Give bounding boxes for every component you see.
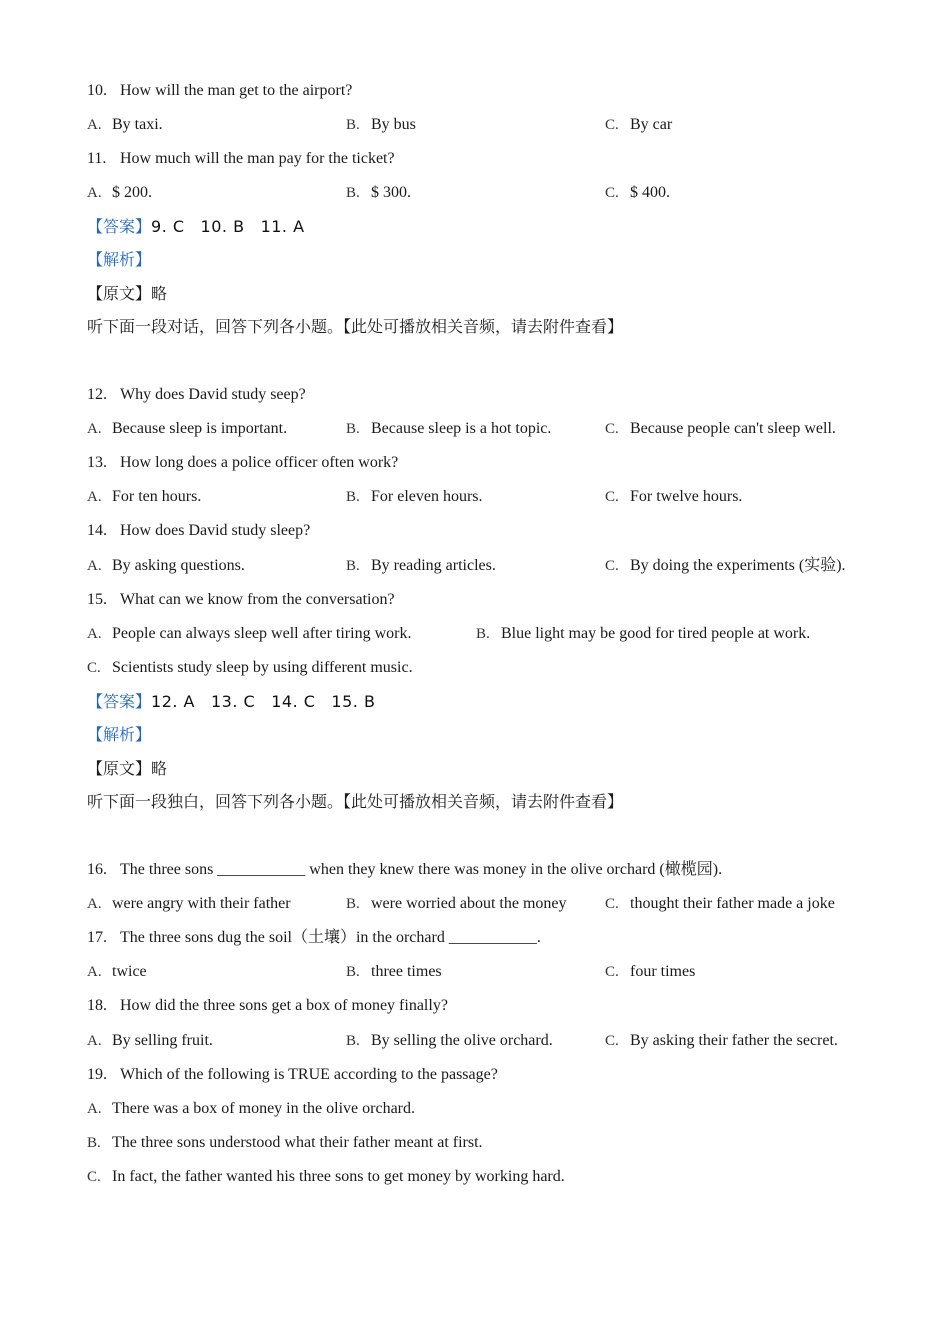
answer-value: 15. B bbox=[331, 692, 376, 711]
question-19: 19. Which of the following is TRUE according to the passage? bbox=[87, 1066, 498, 1083]
option-10-a[interactable]: A. By taxi. bbox=[87, 116, 163, 133]
question-13: 13. How long does a police officer often work? bbox=[87, 454, 399, 471]
question-16: 16. The three sons ___________ when they knew there was money in the olive orchard (橄榄园). bbox=[87, 861, 723, 878]
option-14-c[interactable]: C. By doing the experiments (实验). bbox=[605, 557, 846, 574]
option-16-a[interactable]: A. were angry with their father bbox=[87, 895, 291, 912]
option-19-a[interactable]: A. There was a box of money in the olive orchard. bbox=[87, 1100, 416, 1117]
answer-block-2: 【答案】12. A 13. C 14. C 15. B bbox=[87, 692, 376, 711]
option-13-c[interactable]: C. For twelve hours. bbox=[605, 488, 743, 505]
original-text-2: 【原文】略 bbox=[87, 761, 168, 778]
question-14: 14. How does David study sleep? bbox=[87, 522, 311, 539]
question-15: 15. What can we know from the conversation? bbox=[87, 591, 395, 608]
analysis-label-2: 【解析】 bbox=[87, 727, 152, 744]
option-11-c[interactable]: C. $ 400. bbox=[605, 184, 670, 201]
answer-value: 10. B bbox=[200, 217, 245, 236]
option-12-c[interactable]: C. Because people can't sleep well. bbox=[605, 420, 836, 437]
option-19-c[interactable]: C. In fact, the father wanted his three sons to get money by working hard. bbox=[87, 1168, 565, 1185]
option-10-c[interactable]: C. By car bbox=[605, 116, 673, 133]
option-18-b[interactable]: B. By selling the olive orchard. bbox=[346, 1032, 553, 1049]
question-17: 17. The three sons dug the soil（土壤）in the orchard ___________. bbox=[87, 929, 541, 946]
question-18: 18. How did the three sons get a box of money finally? bbox=[87, 997, 448, 1014]
option-15-c[interactable]: C. Scientists study sleep by using different music. bbox=[87, 659, 413, 676]
option-19-b[interactable]: B. The three sons understood what their father meant at first. bbox=[87, 1134, 483, 1151]
instruction-2: 听下面一段独白，回答下列各小题。【此处可播放相关音频，请去附件查看】 bbox=[87, 794, 624, 811]
option-17-b[interactable]: B. three times bbox=[346, 963, 442, 980]
option-16-c[interactable]: C. thought their father made a joke bbox=[605, 895, 835, 912]
option-14-a[interactable]: A. By asking questions. bbox=[87, 557, 245, 574]
option-12-a[interactable]: A. Because sleep is important. bbox=[87, 420, 288, 437]
question-12: 12. Why does David study seep? bbox=[87, 386, 306, 403]
option-13-b[interactable]: B. For eleven hours. bbox=[346, 488, 483, 505]
option-10-b[interactable]: B. By bus bbox=[346, 116, 416, 133]
original-text-1: 【原文】略 bbox=[87, 286, 168, 303]
option-12-b[interactable]: B. Because sleep is a hot topic. bbox=[346, 420, 552, 437]
question-11: 11. How much will the man pay for the ticket? bbox=[87, 150, 395, 167]
answer-value: 14. C bbox=[271, 692, 316, 711]
option-14-b[interactable]: B. By reading articles. bbox=[346, 557, 496, 574]
question-10: 10. How will the man get to the airport? bbox=[87, 82, 353, 99]
option-17-a[interactable]: A. twice bbox=[87, 963, 147, 980]
option-15-a[interactable]: A. People can always sleep well after tiring work. bbox=[87, 625, 412, 642]
analysis-label-1: 【解析】 bbox=[87, 252, 152, 269]
option-17-c[interactable]: C. four times bbox=[605, 963, 696, 980]
option-18-a[interactable]: A. By selling fruit. bbox=[87, 1032, 213, 1049]
answer-value: 11. A bbox=[260, 217, 305, 236]
instruction-1: 听下面一段对话，回答下列各小题。【此处可播放相关音频，请去附件查看】 bbox=[87, 319, 624, 336]
option-13-a[interactable]: A. For ten hours. bbox=[87, 488, 202, 505]
option-11-b[interactable]: B. $ 300. bbox=[346, 184, 411, 201]
answer-value: 12. A bbox=[151, 692, 195, 711]
option-18-c[interactable]: C. By asking their father the secret. bbox=[605, 1032, 838, 1049]
answer-block-1: 【答案】9. C 10. B 11. A bbox=[87, 217, 305, 236]
answer-value: 13. C bbox=[211, 692, 256, 711]
option-15-b[interactable]: B. Blue light may be good for tired people at work. bbox=[476, 625, 811, 642]
answer-value: 9. C bbox=[151, 217, 185, 236]
option-16-b[interactable]: B. were worried about the money bbox=[346, 895, 567, 912]
option-11-a[interactable]: A. $ 200. bbox=[87, 184, 152, 201]
